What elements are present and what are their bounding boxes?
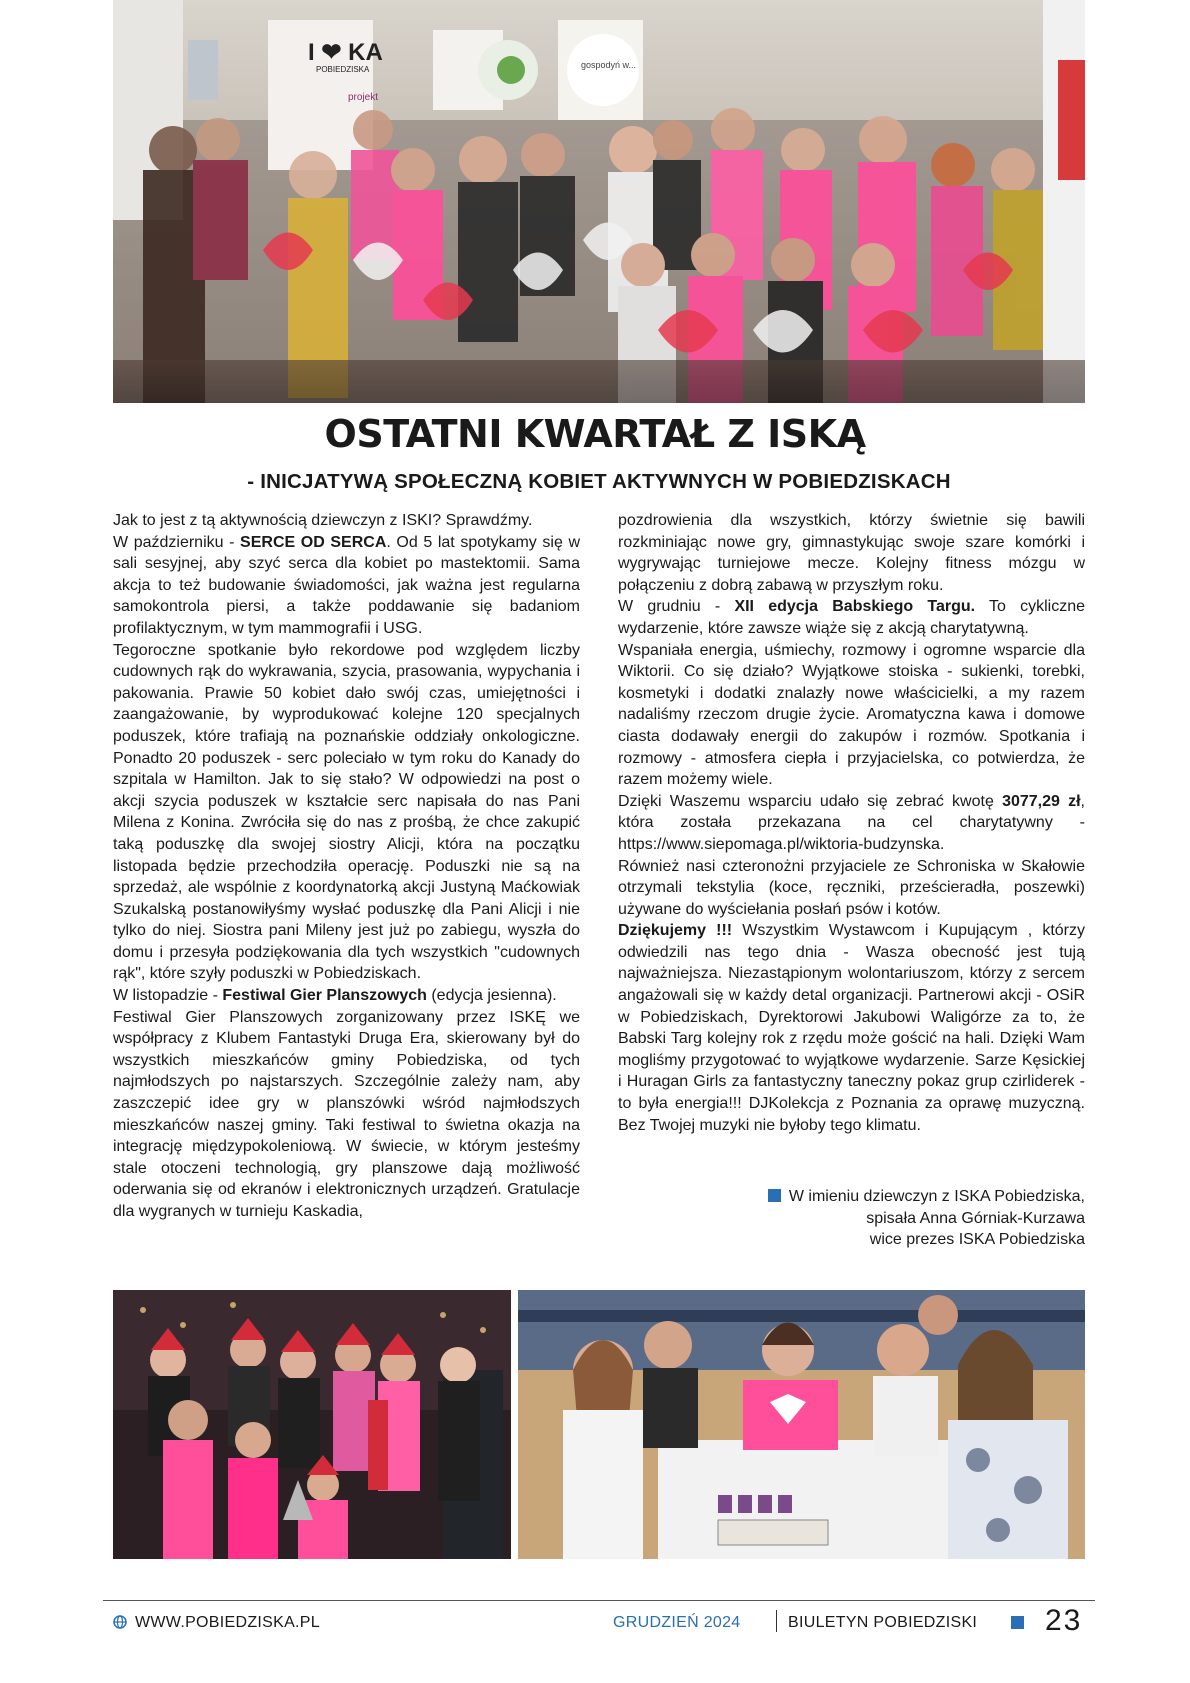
paragraph: W listopadzie - Festiwal Gier Planszowych (edycja jesienna). <box>113 987 557 1005</box>
paragraph: Festiwal Gier Planszowych zorganizowany przez ISKĘ we współpracy z Klubem Fantastyki Druga Era, skierowany był do wszystkich mieszkańców gminy Pobiedziska, od tych najmłodszych po najstarszych. Szczególnie zależy nam, aby zaszczepić idee gry w planszówki wśród najmłodszych mieszkańców naszej gminy. Taki festiwal to świetna okazja na integrację międzypokoleniową. W świecie, w którym jesteśmy stale otoczeni technologią, gry planszowe dają możliwość oderwania się od ekranów i elektronicznych urządzeń. Gratulacje dla wygranych w turnieju Kaskadia, <box>113 1008 580 1220</box>
paragraph: pozdrowienia dla wszystkich, którzy świetnie się bawili rozkminiając nowe gry, gimnastykując swoje szare komórki i wygrywając turniejowe mecze. Kolejny fitness mózgu w połączeniu z dobrą zabawą w przyszłym roku. <box>618 512 1085 594</box>
paragraph: Również nasi czteronożni przyjaciele ze Schroniska w Skałowie otrzymali tekstylia (koce, ręczniki, prześcieradła, poszewki) używane do wyściełania posłań psów i kotów. <box>618 857 1085 918</box>
square-bullet-icon <box>768 1189 781 1202</box>
paragraph: W grudniu - XII edycja Babskiego Targu. To cykliczne wydarzenie, które zawsze wiąże się z akcją charytatywną. <box>618 598 1085 637</box>
article-column-right <box>618 510 1085 1136</box>
footer-divider <box>103 1600 1095 1601</box>
publication-name: BIULETYN POBIEDZISKI <box>788 1614 978 1631</box>
event-name-festiwal: Festiwal Gier Planszowych <box>222 987 427 1005</box>
photo-banner-sub: POBIEDZISKA <box>316 65 370 74</box>
paragraph: Wspaniała energia, uśmiechy, rozmowy i ogromne wsparcie dla Wiktorii. Co się działo? Wyjątkowe stoiska - sukienki, torebki, kosmetyki i dodatki znalazły nowe właścicielki, a my razem nadaliśmy rzeczom drugie życie. Aromatyczna kawa i domowe ciasta dodawały energii do zakupów i rozmów. Spotkania i rozmowy - atmosfera ciepła i przyjacielska, co potwierdza, że razem możemy wiele. <box>618 641 1085 789</box>
paragraph: Dziękujemy !!! Wszystkim Wystawcom i Kupującym , którzy odwiedzili nas tego dnia - Wasza obecność jest tują najważniejsza. Niezastąpionym wolontariuszom, którzy z sercem angażowali się w każdy detal organizacji. Partnerowi akcji - OSiR w Pobiedziskach, Dyrektorowi Jakubowi Waligórze za to, że Babski Targ kolejny rok z rzędu może gościć na hali. Dzięki Wam mogliśmy przygotować to wyjątkowe wydarzenie. Sarze Kęsickiej i Huragan Girls za fantastyczny taneczny pokaz grup czirliderek - to była energia!!! DJKolekcja z Poznania za oprawę muzyczną. Bez Twojej muzyki nie byłoby tego klimatu. <box>618 922 1086 1134</box>
globe-icon <box>113 1615 127 1629</box>
article-title: OSTATNI KWARTAŁ Z ISKĄ <box>324 412 866 456</box>
christmas-group-photo <box>113 1290 511 1559</box>
signature-line-3: wice prezes ISKA Pobiedziska <box>869 1231 1085 1249</box>
photo-banner-side: projekt <box>348 92 379 103</box>
website-text: WWW.POBIEDZISKA.PL <box>135 1614 320 1631</box>
photo-sign-text: gospodyń w... <box>581 60 637 70</box>
board-games-photo <box>518 1290 1085 1559</box>
event-name-targ: XII edycja Babskiego Targu. <box>734 598 976 616</box>
signature-line-2: spisała Anna Górniak-Kurzawa <box>866 1209 1085 1227</box>
paragraph: Jak to jest z tą aktywnością dziewczyn z ISKI? Sprawdźmy. <box>113 512 533 529</box>
article-signature <box>768 1186 1085 1251</box>
paragraph: Tegoroczne spotkanie było rekordowe pod względem liczby cudownych rąk do wykrawania, szycia, prasowania, wypychania i pakowania. Prawie 50 kobiet dało swój czas, umiejętności i zaangażowanie, by wyprodukować kolejne 120 specjalnych poduszek, które trafiają na poznańskie oddziały onkologiczne. Ponadto 20 poduszek - serc poleciało w tym roku do Kanady do szpitala w Hamilton. Jak to się stało? W odpowiedzi na post o akcji szycia poduszek w kształcie serc napisała do nas Pani Milena z Konina. Zwróciła się do nas z prośbą, że chce zakupić taką poduszkę dla swojej siostry Alicji, która na początku listopada będzie przechodziła operację. Poduszki nie są na sprzedaż, ale wspólnie z koordynatorką akcji Justyną Maćkowiak Szukalską postanowiłyśmy wysłać poduszkę dla Pani Alicji i nie tylko do niej. Siostra pani Mileny jest już po zabiegu, wyszła do domu i przesyła podziękowania dla tych wszystkich "cudownych rąk", które szyły poduszki w Pobiedziskach. <box>113 641 580 983</box>
signature-line-1: W imieniu dziewczyn z ISKA Pobiedziska, <box>788 1188 1085 1205</box>
paragraph: Dzięki Waszemu wsparciu udało się zebrać kwotę 3077,29 zł, która została przekazana na cel charytatywny - https://www.siepomaga.pl/wiktoria-budzynska. <box>618 792 1085 853</box>
event-name-serce: SERCE OD SERCA <box>240 533 387 551</box>
article-column-left <box>113 510 580 1223</box>
website-link[interactable] <box>113 1614 320 1632</box>
article-subtitle: - INICJATYWĄ SPOŁECZNĄ KOBIET AKTYWNYCH W POBIEDZISKACH <box>247 470 951 493</box>
issue-month: GRUDZIEŃ 2024 <box>613 1614 741 1631</box>
photo-banner-text: I ❤ KA <box>308 39 383 66</box>
group-photo-heart-pillows <box>113 0 1085 403</box>
paragraph: W październiku - SERCE OD SERCA. Od 5 lat spotykamy się w sali sesyjnej, aby szyć serca dla kobiet po mastektomii. Sama akcja to też budowanie świadomości, jak ważna jest regularna samokontrola piersi, a także poddawanie się badaniom profilaktycznym, w tym mammografii i USG. <box>113 533 581 637</box>
page-footer <box>113 1604 1093 1642</box>
square-marker-icon <box>1011 1616 1024 1629</box>
thanks-heading: Dziękujemy !!! <box>618 922 733 940</box>
donation-amount: 3077,29 zł <box>1002 792 1081 810</box>
page-number: 23 <box>1045 1604 1083 1637</box>
footer-separator <box>776 1610 777 1632</box>
